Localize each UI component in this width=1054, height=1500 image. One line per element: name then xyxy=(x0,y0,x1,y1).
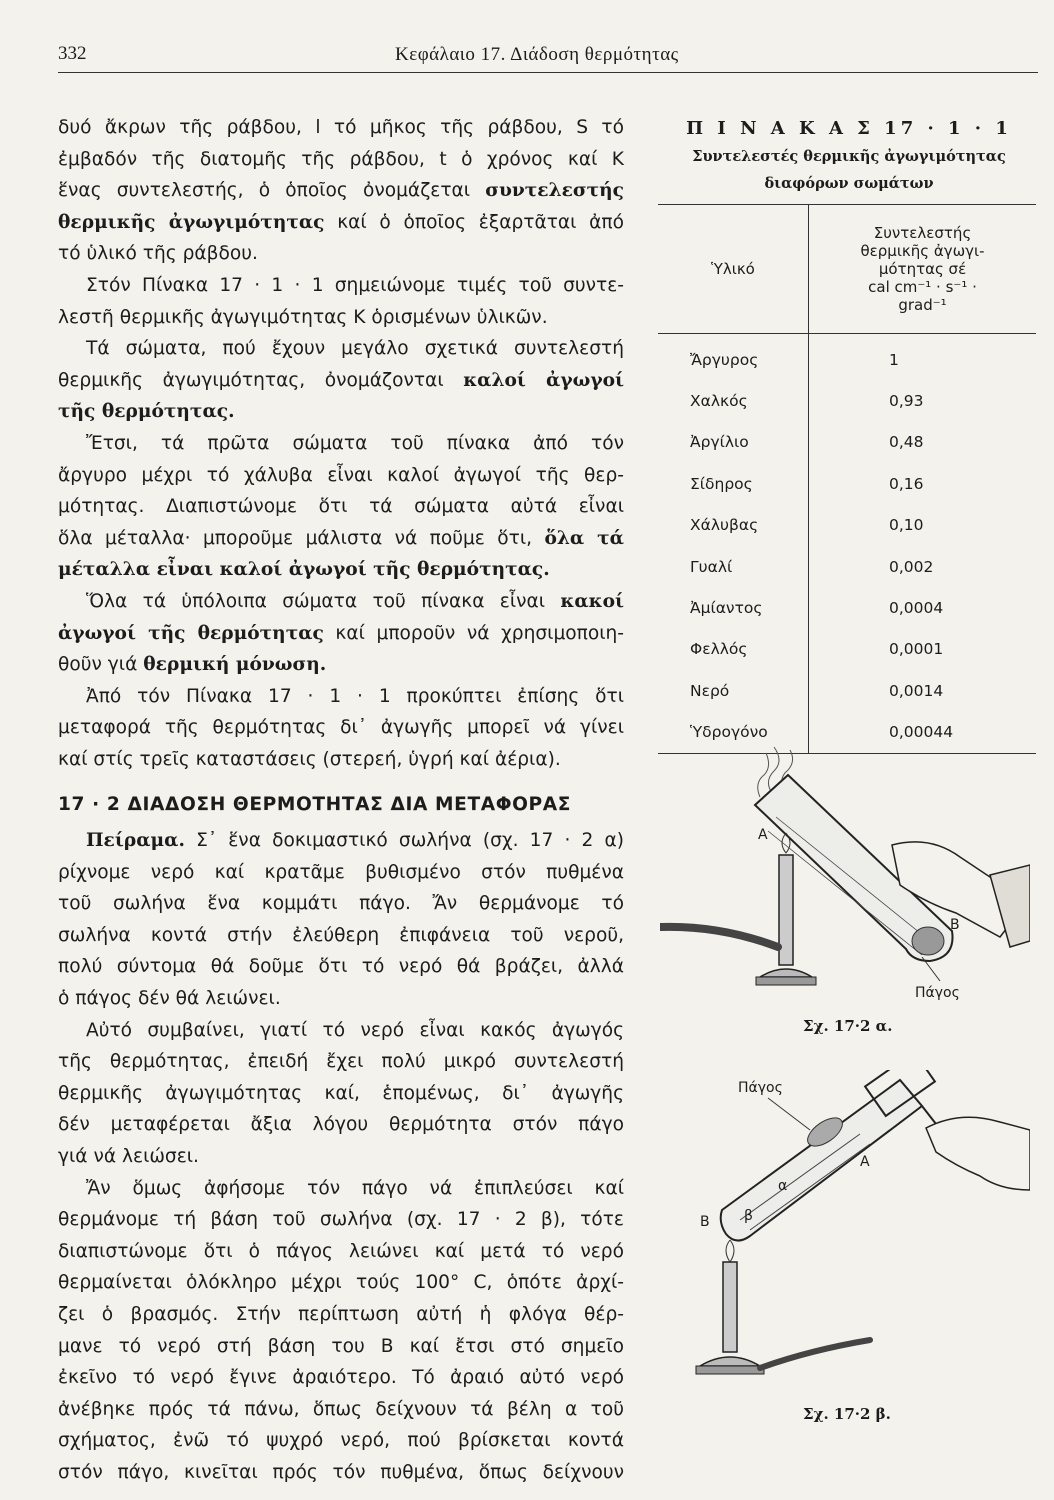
text-span: καί ὁ ὁποῖος ἐξαρτᾶται ἀπό xyxy=(324,211,624,233)
cell-material: Ἀμίαντος xyxy=(658,587,809,628)
cell-value: 0,002 xyxy=(889,557,934,576)
text-line: μανε τό νερό στή βάση του B καί ἔτσι στό σημεῖο xyxy=(58,1335,624,1357)
paragraph xyxy=(58,586,624,681)
paragraph xyxy=(58,681,624,776)
table-subtitle: Συντελεστές θερμικῆς ἀγωγιμότητας xyxy=(692,148,1006,165)
table-subtitle: διαφόρων σωμάτων xyxy=(764,175,934,192)
table-row xyxy=(658,546,1036,587)
paragraph xyxy=(58,1015,624,1173)
cell-value: 1 xyxy=(889,350,899,369)
cell-material: Χαλκός xyxy=(658,380,809,421)
burner-icon xyxy=(660,833,816,985)
text-line xyxy=(58,175,624,207)
paragraph xyxy=(58,825,624,1015)
cell-value: 0,0004 xyxy=(889,599,944,618)
table-row xyxy=(658,505,1036,546)
ice-piece-icon xyxy=(912,927,944,955)
term-thermal-conductivity: θερμικῆς ἀγωγιμότητας xyxy=(58,211,325,233)
text-line: σωλήνα κοντά στήν ἐλεύθερη ἐπιφάνεια τοῦ νεροῦ, xyxy=(58,924,624,946)
emphasis: ὅλα τά xyxy=(544,527,624,549)
page-number: 332 xyxy=(58,43,87,64)
flame-icon xyxy=(726,1240,734,1262)
label-ice: Πάγος xyxy=(915,985,960,1001)
text-line: σχήματος, ἐνῶ τό ψυχρό νερό, πού βρίσκεται κοντά xyxy=(58,1430,624,1452)
column-header-coefficient xyxy=(809,205,1037,334)
text-line: ἄργυρο μέχρι τό χάλυβα εἶναι καλοί ἀγωγοί τῆς θερ- xyxy=(58,464,624,486)
text-line xyxy=(58,649,624,681)
table-row xyxy=(658,587,1036,628)
text-line xyxy=(58,523,624,555)
cell-material: Ἀργίλιο xyxy=(658,422,809,463)
cell-value: 0,10 xyxy=(889,516,924,535)
text-line: πολύ σύντομα θά δοῦμε ὅτι τό νερό θά βράζει, ἀλλά xyxy=(58,956,624,978)
text-line: γιά νά λειώσει. xyxy=(58,1146,199,1167)
running-head: Κεφάλαιο 17. Διάδοση θερμότητας xyxy=(395,44,679,65)
text-span: ὅλα μέταλλα· μποροῦμε μάλιστα νά ποῦμε ὅτι, xyxy=(58,527,545,549)
text-line: δυό ἄκρων τῆς ράβδου, l τό μῆκος τῆς ράβδου, S τό xyxy=(58,117,624,138)
label-a: A xyxy=(758,827,768,843)
table-row xyxy=(658,422,1036,463)
text-line xyxy=(58,586,624,618)
cell-material: Γυαλί xyxy=(658,546,809,587)
text-line xyxy=(58,365,624,397)
table-title: Π Ι Ν Α Κ Α Σ 17 · 1 · 1 xyxy=(686,118,1012,139)
text-span: θερμικῆς ἀγωγιμότητας, ὀνομάζονται xyxy=(58,369,464,391)
paragraph xyxy=(58,112,624,270)
label-b: B xyxy=(950,917,960,933)
table-header-row xyxy=(658,205,1036,334)
figure-caption: Σχ. 17·2 α. xyxy=(803,1017,893,1035)
text-line: ἐκεῖνο τό νερό ἔγινε ἀραιότερο. Τό ἀραιό αὐτό νερό xyxy=(58,1367,624,1389)
cell-material: Χάλυβας xyxy=(658,505,809,546)
text-line xyxy=(58,618,624,650)
term-bad-conductors: ἀγωγοί τῆς θερμότητας xyxy=(58,622,324,644)
text-line xyxy=(58,825,624,857)
term-thermal-conductivity-coefficient: συντελεστής xyxy=(485,180,624,202)
text-line: θερμαίνεται ὁλόκληρο μέχρι τούς 100° C, ὁπότε ἀρχί- xyxy=(58,1272,624,1294)
table-row xyxy=(658,629,1036,670)
text-span: ἕνας συντελεστής, ὁ ὁποῖος ὀνομάζεται xyxy=(58,180,486,202)
text-span: θοῦν γιά xyxy=(58,654,144,676)
cell-value: 0,48 xyxy=(889,433,924,452)
text-line: ὁ πάγος δέν θά λειώνει. xyxy=(58,988,281,1010)
label-alpha: α xyxy=(778,1178,788,1194)
label-a: A xyxy=(860,1154,870,1170)
text-line: ζει ὁ βρασμός. Στήν περίπτωση αὐτή ἡ φλόγα θέρ- xyxy=(58,1303,624,1325)
figure-17-2-b xyxy=(660,1070,1030,1390)
text-line: στόν πάγο, κινεῖται πρός τόν πυθμένα, ὅπως δείχνουν xyxy=(58,1461,624,1483)
cell-material: Φελλός xyxy=(658,629,809,670)
paragraph xyxy=(58,270,624,333)
text-line: ἀνέβηκε πρός τά πάνω, ὅπως δείχνουν τά βέλη α τοῦ xyxy=(58,1398,624,1420)
term-good-conductors: καλοί ἀγωγοί xyxy=(463,369,624,391)
cell-material: Ὑδρογόνο xyxy=(658,712,809,754)
text-span: καί μποροῦν νά χρησιμοποιη- xyxy=(323,622,625,644)
leader-line xyxy=(768,1098,810,1130)
body-text-column xyxy=(58,112,624,1489)
table-row xyxy=(658,334,1036,381)
text-span: Ὅλα τά ὑπόλοιπα σώματα τοῦ πίνακα εἶναι xyxy=(86,590,561,612)
text-span: Σ᾽ ἕνα δοκιμαστικό σωλήνα (σχ. 17 · 2 α) xyxy=(184,830,624,852)
table-row xyxy=(658,670,1036,711)
header-line: cal cm⁻¹ · s⁻¹ · xyxy=(868,278,977,296)
text-line: θερμάνομε τή βάση τοῦ σωλήνα (σχ. 17 · 2 β), τότε xyxy=(58,1209,624,1231)
header-line: μότητας σέ xyxy=(878,260,967,278)
steam-icon xyxy=(758,753,769,797)
cell-value: 0,00044 xyxy=(809,712,1037,754)
term-thermal-insulation: θερμική μόνωση. xyxy=(143,654,327,676)
figure-17-2-a xyxy=(660,735,1030,1010)
column-header-material: Ὑλικό xyxy=(658,205,809,334)
figure-caption: Σχ. 17·2 β. xyxy=(803,1405,891,1423)
text-line: διαπιστώνομε ὅτι ὁ πάγος λειώνει καί μετά τό νερό xyxy=(58,1240,624,1262)
term-bad-conductors: κακοί xyxy=(560,590,624,612)
table-row xyxy=(658,463,1036,504)
cell-material: Σίδηρος xyxy=(658,463,809,504)
text-line: τῆς θερμότητας. xyxy=(58,401,235,423)
section-heading: 17 · 2 ΔΙΑΔΟΣΗ ΘΕΡΜΟΤΗΤΑΣ ΔΙΑ ΜΕΤΑΦΟΡΑΣ xyxy=(58,794,572,816)
text-line: Ἄν ὅμως ἀφήσομε τόν πάγο νά ἐπιπλεύσει καί xyxy=(86,1177,624,1199)
cell-value: 0,93 xyxy=(889,392,924,411)
header-line: Συντελεστής xyxy=(873,224,972,242)
text-line: Στόν Πίνακα 17 · 1 · 1 σημειώνομε τιμές τοῦ συντε- xyxy=(86,274,624,296)
experiment-label: Πείραμα. xyxy=(86,830,185,852)
burner-icon xyxy=(696,1240,870,1374)
text-line: Τά σώματα, πού ἔχουν μεγάλο σχετικά συντελεστή xyxy=(86,338,624,360)
text-line: δέν μεταφέρεται ἄξια λόγου θερμότητα στόν πάγο xyxy=(58,1114,624,1136)
cell-material: Νερό xyxy=(658,670,809,711)
text-line: Αὐτό συμβαίνει, γιατί τό νερό εἶναι κακός ἀγωγός xyxy=(86,1019,624,1041)
text-line: μέταλλα εἶναι καλοί ἀγωγοί τῆς θερμότητας. xyxy=(58,559,550,581)
header-line: θερμικῆς ἀγωγι- xyxy=(860,242,985,260)
label-beta: β xyxy=(744,1208,753,1224)
arrow-icon xyxy=(740,1134,860,1220)
table-row xyxy=(658,380,1036,421)
conductivity-table xyxy=(658,204,1036,754)
label-b: B xyxy=(700,1214,710,1230)
text-line: μεταφορά τῆς θερμότητας δι᾽ ἀγωγῆς μπορεῖ νά γίνει xyxy=(58,717,624,739)
cell-value: 0,0001 xyxy=(889,640,944,659)
label-ice: Πάγος xyxy=(738,1080,783,1096)
paragraph xyxy=(58,333,624,428)
header-line: grad⁻¹ xyxy=(898,296,947,314)
text-line: Ἀπό τόν Πίνακα 17 · 1 · 1 προκύπτει ἐπίσης ὅτι xyxy=(86,685,624,707)
text-line: μότητας. Διαπιστώνομε ὅτι τά σώματα αὐτά εἶναι xyxy=(58,496,624,518)
text-line: τό ὑλικό τῆς ράβδου. xyxy=(58,243,258,265)
header-rule xyxy=(58,72,1038,73)
cell-value: 0,0014 xyxy=(889,681,944,700)
text-line: Ἔτσι, τά πρῶτα σώματα τοῦ πίνακα ἀπό τόν xyxy=(86,432,624,454)
text-line: τῆς θερμότητας, ἐπειδή ἔχει πολύ μικρό συντελεστή xyxy=(58,1051,624,1073)
hand-icon xyxy=(926,1117,1030,1190)
text-line: λεστῆ θερμικῆς ἀγωγιμότητας K ὁρισμένων ὑλικῶν. xyxy=(58,306,548,328)
cell-value: 0,16 xyxy=(889,474,924,493)
paragraph xyxy=(58,1173,624,1489)
paragraph xyxy=(58,428,624,586)
text-line: τοῦ σωλήνα ἕνα κομμάτι πάγο. Ἄν θερμάνομε τό xyxy=(58,893,624,915)
cell-material: Ἄργυρος xyxy=(658,334,809,381)
text-line: θερμικῆς ἀγωγιμότητας καί, ἑπομένως, δι᾽ ἀγωγῆς xyxy=(58,1082,624,1104)
text-line xyxy=(58,207,624,239)
text-line: καί στίς τρεῖς καταστάσεις (στερεή, ὑγρή καί ἀέρια). xyxy=(58,748,561,770)
text-line: ἐμβαδόν τῆς διατομῆς τῆς ράβδου, t ὁ χρόνος καί K xyxy=(58,148,624,170)
text-line: ρίχνομε νερό καί κρατᾶμε βυθισμένο στόν πυθμένα xyxy=(58,861,624,883)
